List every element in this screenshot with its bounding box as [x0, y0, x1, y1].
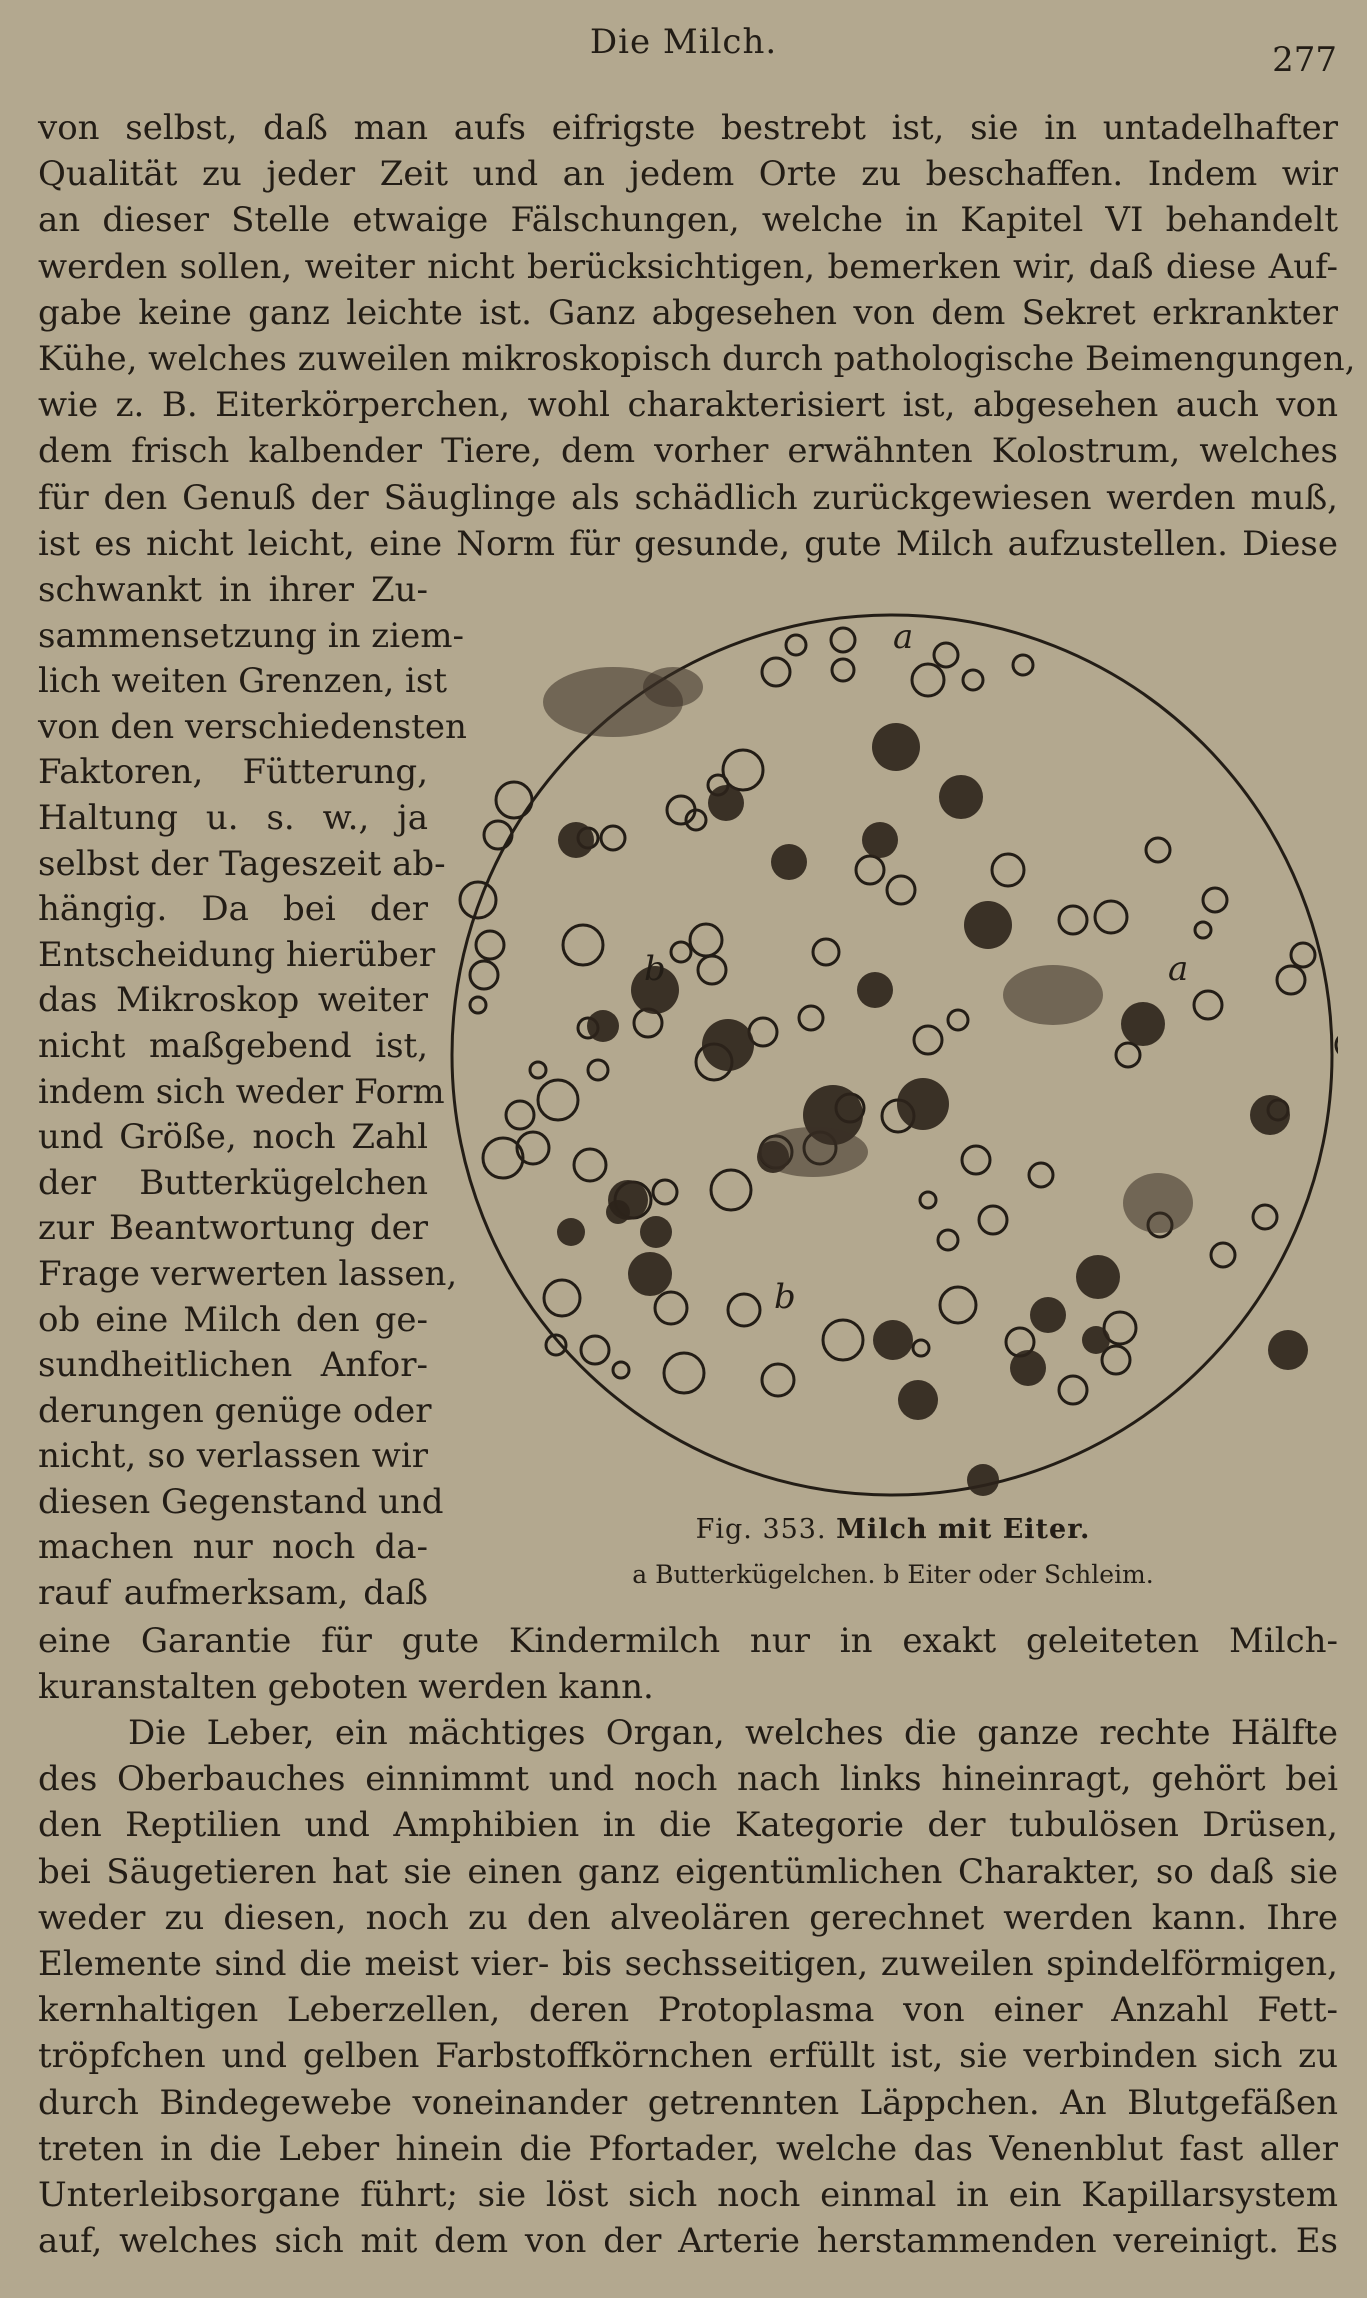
butter-globule	[786, 635, 806, 655]
mucus-clump	[1123, 1173, 1193, 1233]
butter-globule	[690, 924, 722, 956]
figure-legend: a Butterkügelchen. b Eiter oder Schleim.	[632, 1560, 1154, 1589]
pus-corpuscle	[558, 822, 594, 858]
paragraph-liver	[38, 1710, 1338, 2264]
text-line: hängig. Da bei der	[38, 889, 428, 930]
butter-globule	[1013, 655, 1033, 675]
pus-corpuscle	[628, 1252, 672, 1296]
butter-globule	[1102, 1346, 1130, 1374]
butter-globule	[530, 1062, 546, 1078]
pus-corpuscle	[1250, 1095, 1290, 1135]
butter-globule	[1059, 1376, 1087, 1404]
pus-corpuscle	[872, 723, 920, 771]
text-line: nicht, so verlassen wir	[38, 1436, 428, 1477]
pus-corpuscle	[708, 785, 744, 821]
text-line: bei Säugetieren hat sie einen ganz eigentümlichen Charakter, so daß sie	[38, 1851, 1338, 1892]
text-line: Frage verwerten lassen,	[38, 1253, 458, 1294]
butter-globule	[563, 925, 603, 965]
butter-globule	[574, 1149, 606, 1181]
text-line: an dieser Stelle etwaige Fälschungen, welche in Kapitel VI behandelt	[38, 200, 1338, 241]
butter-globule	[653, 1180, 677, 1204]
text-line: Qualität zu jeder Zeit und an jedem Orte zu beschaffen. Indem wir	[38, 154, 1338, 195]
butter-globule	[1194, 991, 1222, 1019]
text-line: gabe keine ganz leichte ist. Ganz abgesehen von dem Sekret erkrankter	[38, 292, 1338, 333]
pus-corpuscle	[1010, 1350, 1046, 1386]
butter-globule	[912, 664, 944, 696]
text-line: von den verschiedensten	[38, 706, 467, 747]
pus-corpuscle	[1076, 1255, 1120, 1299]
pus-corpuscle	[897, 1078, 949, 1130]
pus-corpuscle	[862, 822, 898, 858]
text-line: selbst der Tageszeit ab-	[38, 843, 446, 884]
text-line: Elemente sind die meist vier- bis sechsseitigen, zuweilen spindelförmigen,	[38, 1944, 1338, 1985]
pus-corpuscle	[606, 1200, 630, 1224]
text-line: des Oberbauches einnimmt und noch nach links hineinragt, gehört bei	[38, 1759, 1338, 1800]
text-line: nicht maßgebend ist,	[38, 1025, 428, 1066]
butter-globule	[601, 826, 625, 850]
page-number: 277	[1272, 40, 1337, 80]
butter-globule	[711, 1170, 751, 1210]
butter-globule	[496, 782, 532, 818]
text-line: machen nur noch da-	[38, 1527, 428, 1568]
butter-globule	[940, 1287, 976, 1323]
pus-corpuscle	[939, 775, 983, 819]
figure-milk-with-pus	[448, 600, 1338, 1580]
label-b-bottom: b	[774, 1277, 796, 1317]
text-line: rauf aufmerksam, daß	[38, 1573, 428, 1614]
butter-globule	[484, 821, 512, 849]
mucus-clump	[643, 667, 703, 707]
butter-globule	[588, 1060, 608, 1080]
pus-corpuscle	[1030, 1297, 1066, 1333]
butter-globule	[506, 1101, 534, 1129]
running-head: Die Milch.	[589, 22, 778, 62]
butter-globule	[762, 658, 790, 686]
text-line: kernhaltigen Leberzellen, deren Protoplasma von einer Anzahl Fett-	[38, 1990, 1338, 2031]
mucus-clump	[758, 1127, 868, 1177]
pus-corpuscle	[557, 1218, 585, 1246]
butter-globule	[762, 1364, 794, 1396]
butter-globule	[1253, 1205, 1277, 1229]
butter-globule	[813, 939, 839, 965]
butter-globule	[831, 628, 855, 652]
butter-globule	[934, 643, 958, 667]
text-line: ob eine Milch den ge-	[38, 1299, 428, 1340]
label-a-right: a	[1168, 949, 1189, 989]
butter-globule	[470, 997, 486, 1013]
butter-globule	[664, 1353, 704, 1393]
text-line: indem sich weder Form	[38, 1071, 445, 1112]
butter-globule	[856, 856, 884, 884]
pus-corpuscle	[1082, 1326, 1110, 1354]
butter-globule	[1203, 888, 1227, 912]
text-line: Faktoren, Fütterung,	[38, 752, 428, 793]
figure-number: Fig. 353.	[695, 1514, 827, 1545]
text-line: ist es nicht leicht, eine Norm für gesunde, gute Milch aufzustellen. Diese	[38, 523, 1338, 564]
butter-globule	[1095, 901, 1127, 933]
text-line: weder zu diesen, noch zu den alveolären gerechnet werden kann. Ihre	[38, 1897, 1338, 1938]
butter-globule	[823, 1320, 863, 1360]
text-line: derungen genüge oder	[38, 1390, 432, 1431]
text-line: sundheitlichen Anfor-	[38, 1345, 428, 1386]
text-line: eine Garantie für gute Kindermilch nur in exakt geleiteten Milch-	[38, 1621, 1338, 1661]
butter-globule	[979, 1206, 1007, 1234]
label-a-top: a	[893, 617, 914, 657]
text-line: Die Leber, ein mächtiges Organ, welches die ganze rechte Hälfte	[128, 1713, 1338, 1753]
text-line: den Reptilien und Amphibien in die Kategorie der tubulösen Drüsen,	[38, 1805, 1338, 1846]
butter-globule	[938, 1230, 958, 1250]
butter-globule	[538, 1080, 578, 1120]
pus-corpuscle	[771, 844, 807, 880]
butter-globule	[476, 931, 504, 959]
butter-globule	[1116, 1043, 1140, 1067]
pus-corpuscle	[857, 972, 893, 1008]
butter-globule	[913, 1340, 929, 1356]
text-line: zur Beantwortung der	[38, 1208, 428, 1249]
text-line: sammensetzung in ziem-	[38, 615, 464, 656]
text-line: diesen Gegenstand und	[38, 1481, 444, 1522]
butter-globule	[581, 1336, 609, 1364]
mucus-clump	[1003, 965, 1103, 1025]
pus-corpuscle	[964, 901, 1012, 949]
pus-corpuscle	[702, 1019, 754, 1071]
pus-corpuscle	[1268, 1330, 1308, 1370]
text-line: tröpfchen und gelben Farbstoffkörnchen erfüllt ist, sie verbinden sich zu	[38, 2036, 1338, 2077]
butter-globule	[992, 854, 1024, 886]
pus-corpuscle	[587, 1010, 619, 1042]
pus-corpuscle	[967, 1464, 999, 1496]
pus-corpuscle	[873, 1320, 913, 1360]
butter-globule	[1277, 966, 1305, 994]
butter-globule	[887, 876, 915, 904]
text-line: das Mikroskop weiter	[38, 980, 428, 1021]
butter-globule	[1195, 922, 1211, 938]
butter-globule	[799, 1006, 823, 1030]
butter-globule	[1291, 943, 1315, 967]
butter-globule	[962, 1146, 990, 1174]
text-line: Entscheidung hierüber	[38, 934, 436, 975]
text-line: durch Bindegewebe voneinander getrennten Läppchen. An Blutgefäßen	[38, 2082, 1338, 2123]
text-line: von selbst, daß man aufs eifrigste bestrebt ist, sie in untadelhafter	[38, 108, 1338, 148]
butter-globule	[1029, 1163, 1053, 1187]
text-line: Haltung u. s. w., ja	[38, 797, 428, 838]
butter-globule	[671, 942, 691, 962]
text-line: für den Genuß der Säuglinge als schädlich zurückgewiesen werden muß,	[38, 477, 1338, 518]
text-line: wie z. B. Eiterkörperchen, wohl charakterisiert ist, abgesehen auch von	[38, 385, 1338, 426]
text-line: kuranstalten geboten werden kann.	[38, 1667, 654, 1708]
butter-globule	[948, 1010, 968, 1030]
butter-globule	[963, 670, 983, 690]
pus-corpuscle	[898, 1380, 938, 1420]
butter-globule	[723, 750, 763, 790]
text-line: auf, welches sich mit dem von der Arterie herstammenden vereinigt. Es	[38, 2221, 1338, 2262]
text-line: Kühe, welches zuweilen mikroskopisch durch pathologische Beimengungen,	[38, 339, 1356, 380]
pus-corpuscle	[640, 1216, 672, 1248]
text-line: und Größe, noch Zahl	[38, 1117, 428, 1158]
butter-globule	[914, 1026, 942, 1054]
butter-globule	[470, 961, 498, 989]
butter-globule	[544, 1280, 580, 1316]
text-line: dem frisch kalbender Tiere, dem vorher erwähnten Kolostrum, welches	[38, 431, 1338, 472]
text-line: werden sollen, weiter nicht berücksichtigen, bemerken wir, daß diese Auf-	[38, 246, 1338, 287]
butter-globule	[1211, 1243, 1235, 1267]
paragraph-continuation	[38, 1618, 1338, 1710]
left-column	[38, 568, 467, 1617]
pus-corpuscle	[1121, 1002, 1165, 1046]
butter-globule	[1336, 1033, 1338, 1057]
butter-globule	[832, 659, 854, 681]
butter-globule	[613, 1362, 629, 1378]
paragraph-top	[38, 105, 1356, 567]
butter-globule	[1146, 838, 1170, 862]
text-line: Unterleibsorgane führt; sie löst sich noch einmal in ein Kapillarsystem	[38, 2175, 1338, 2216]
figure-caption	[448, 1514, 1338, 1545]
butter-globule	[655, 1292, 687, 1324]
butter-globule	[1059, 906, 1087, 934]
microscope-view-illustration	[448, 600, 1338, 1500]
butter-globule	[728, 1294, 760, 1326]
butter-globule	[460, 882, 496, 918]
butter-globule	[920, 1192, 936, 1208]
text-line: treten in die Leber hinein die Pfortader, welche das Venenblut fast aller	[38, 2128, 1338, 2169]
figure-title: Milch mit Eiter.	[836, 1514, 1091, 1545]
text-line: lich weiten Grenzen, ist	[38, 661, 448, 702]
text-line: schwankt in ihrer Zu-	[38, 570, 428, 610]
butter-globule	[698, 956, 726, 984]
label-b-left: b	[644, 949, 666, 989]
text-line: der Butterkügelchen	[38, 1162, 428, 1203]
